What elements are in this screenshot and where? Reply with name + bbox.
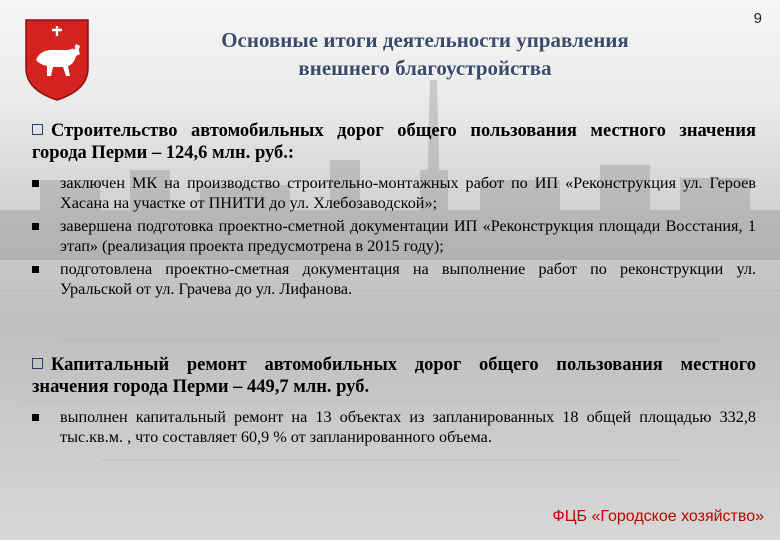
- perm-coat-of-arms-icon: [22, 16, 92, 102]
- page-title: [120, 26, 730, 82]
- square-bullet-icon: [32, 180, 39, 187]
- list-item-text: выполнен капитальный ремонт на 13 объектах из запланированных 18 общей площадью 332,8 тыс.кв.м. , что составляет 60,9 % от запланированного объема.: [60, 408, 756, 446]
- list-item: [32, 408, 756, 447]
- list-item: [32, 217, 756, 256]
- section-road-construction: [32, 120, 756, 303]
- section-heading-text: Строительство автомобильных дорог общего пользования местного значения города Перми – 124,6 млн. руб.:: [32, 121, 756, 163]
- page-number: 9: [753, 10, 762, 27]
- checkbox-bullet-icon: [32, 358, 43, 369]
- square-bullet-icon: [32, 414, 39, 421]
- section-heading-text: Капитальный ремонт автомобильных дорог общего пользования местного значения города Перми – 449,7 млн. руб.: [32, 355, 756, 397]
- section-heading: [32, 120, 756, 164]
- list-item-text: завершена подготовка проектно-сметной документации ИП «Реконструкция площади Восстания, 1 этап» (реализация проекта предусмотрена в 2015 году);: [60, 217, 756, 255]
- list-item-text: подготовлена проектно-сметная документация на выполнение работ по реконструкции ул. Уральской от ул. Грачева до ул. Лифанова.: [60, 260, 756, 298]
- section-road-repair: [32, 354, 756, 451]
- square-bullet-icon: [32, 223, 39, 230]
- footer-label: ФЦБ «Городское хозяйство»: [552, 508, 764, 525]
- bullet-list: [32, 408, 756, 447]
- title-line-2: внешнего благоустройства: [298, 56, 552, 80]
- section-heading: [32, 354, 756, 398]
- title-line-1: Основные итоги деятельности управления: [221, 28, 629, 52]
- list-item: [32, 174, 756, 213]
- list-item: [32, 260, 756, 299]
- list-item-text: заключен МК на производство строительно-монтажных работ по ИП «Реконструкция ул. Героев Хасана на участке от ПНИТИ до ул. Хлебозаводской»;: [60, 174, 756, 212]
- checkbox-bullet-icon: [32, 124, 43, 135]
- bullet-list: [32, 174, 756, 299]
- square-bullet-icon: [32, 266, 39, 273]
